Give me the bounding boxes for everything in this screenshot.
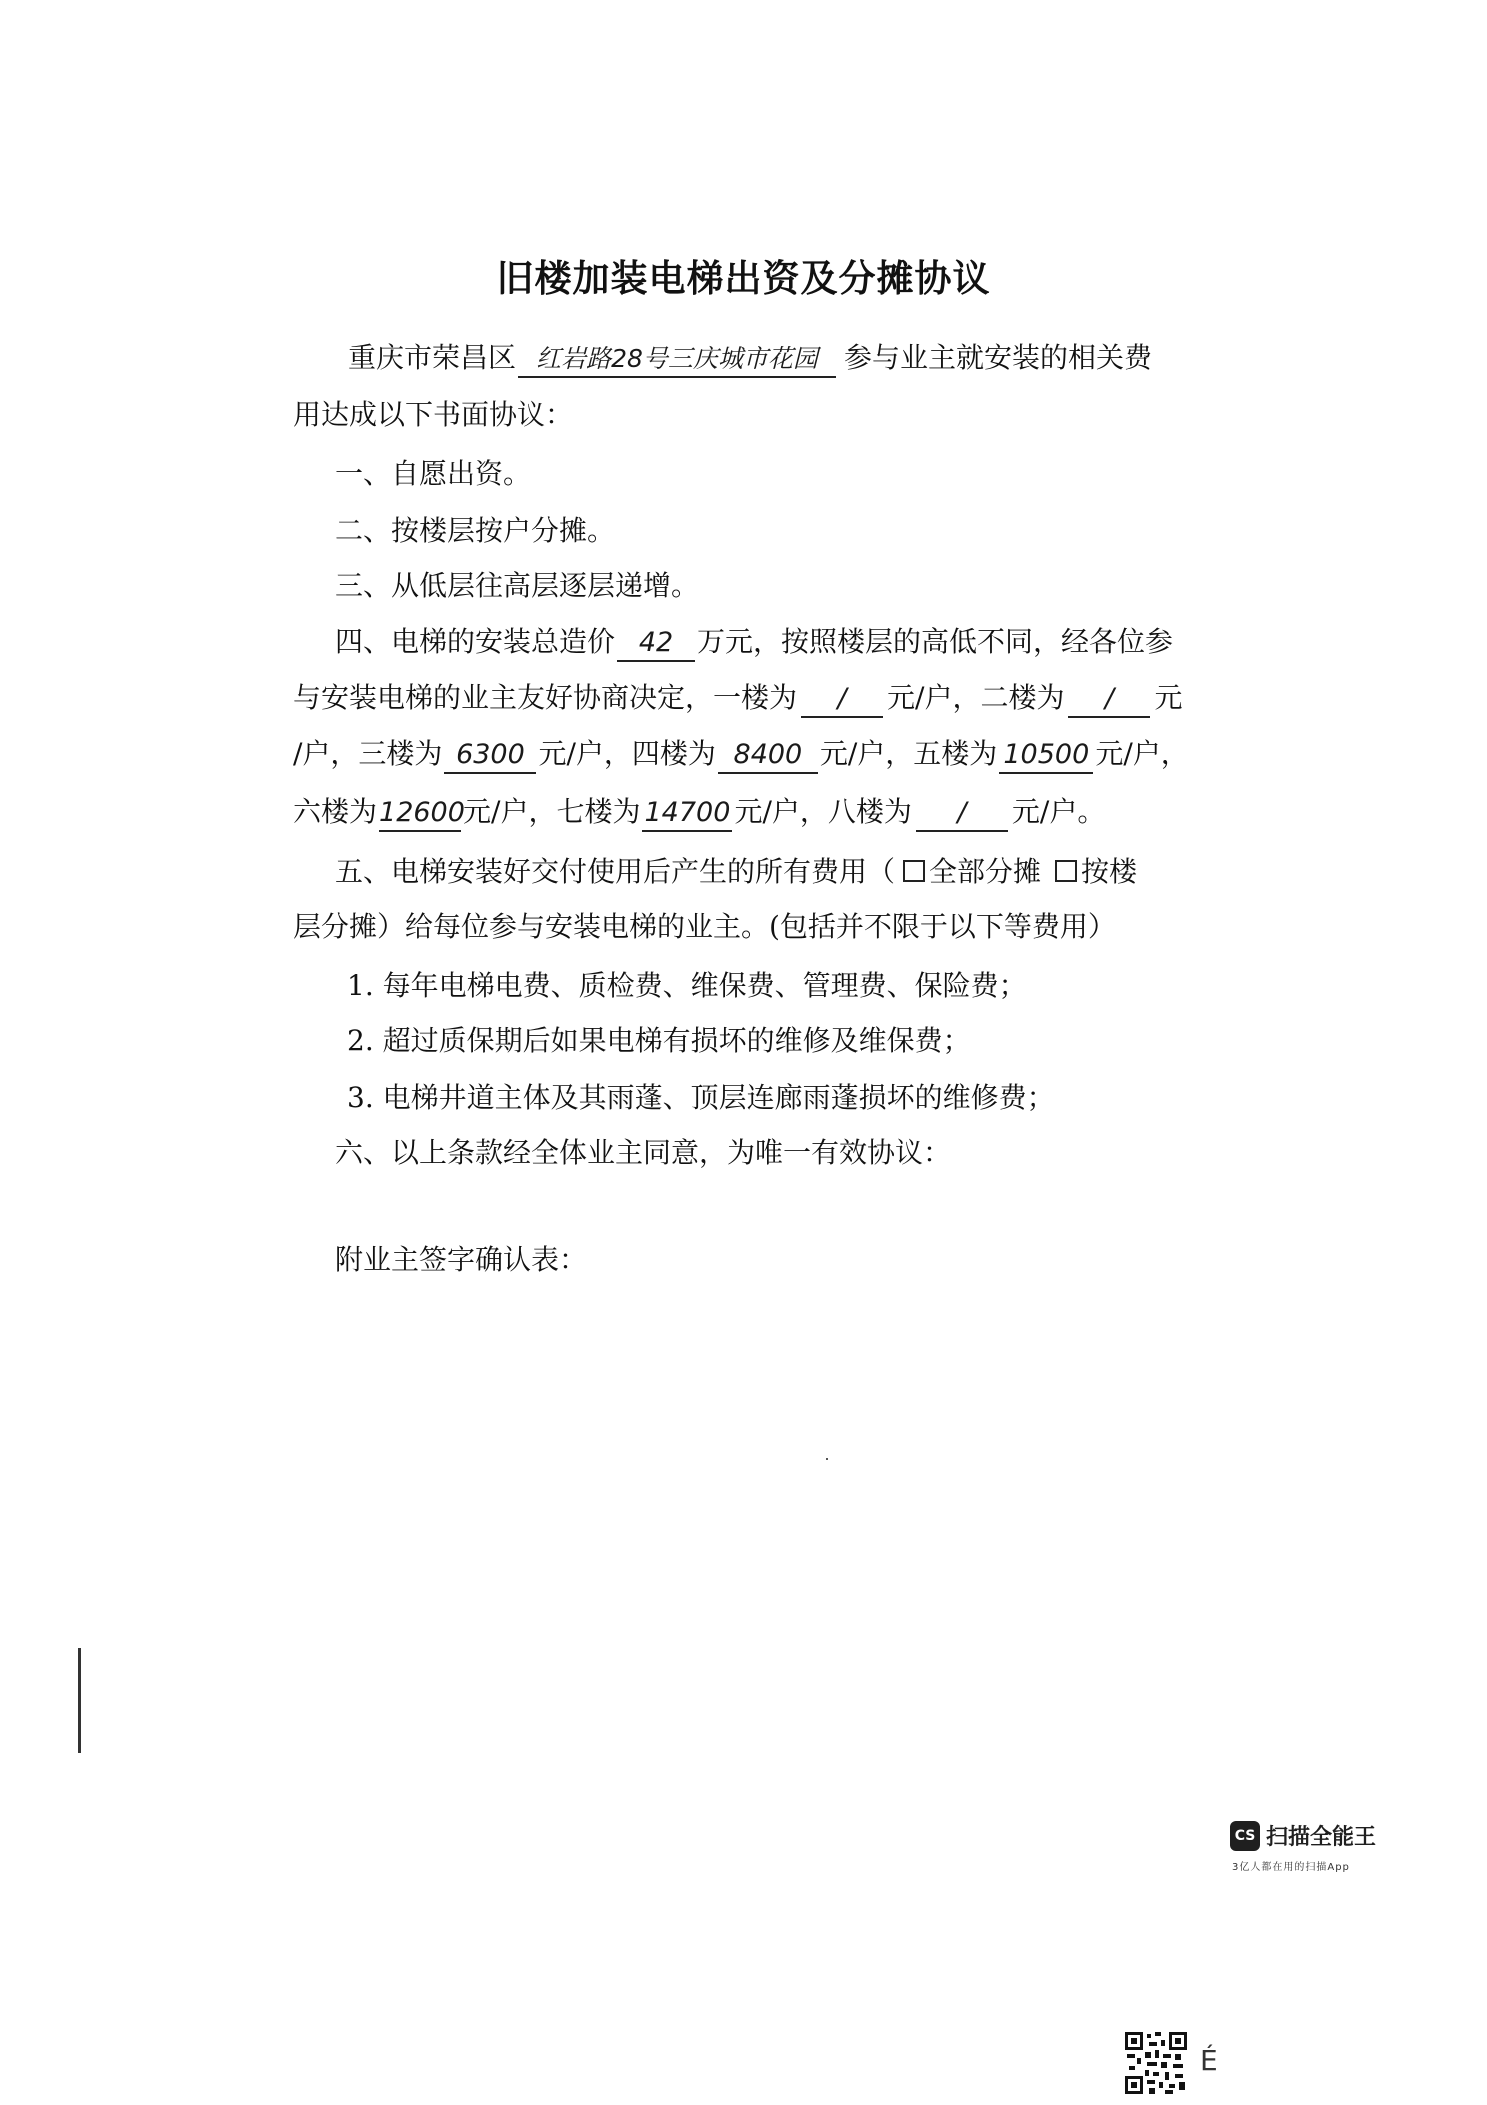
checkbox-floor-share[interactable]	[1055, 860, 1077, 882]
floor-8-fee: /	[916, 796, 1008, 832]
clause-1: 一、自愿出资。	[335, 457, 532, 490]
floor-2-fee: /	[1068, 682, 1150, 718]
attachment-note: 附业主签字确认表：	[335, 1243, 588, 1276]
floor-1-fee: /	[801, 682, 883, 718]
document-title: 旧楼加装电梯出资及分摊协议	[496, 256, 991, 300]
qr-side-mark: É	[1200, 2044, 1218, 2077]
clause-3: 三、从低层往高层逐层递增。	[335, 569, 700, 602]
clause-4-text-i: 元/户，	[1095, 737, 1189, 770]
clause-4-text-g: 元/户，四楼为	[538, 737, 716, 770]
floor-5-fee: 10500	[999, 738, 1093, 774]
floor-7-fee: 14700	[642, 796, 732, 832]
clause-4-line-4	[293, 792, 1105, 832]
option-full-share-label: 全部分摊	[929, 855, 1042, 888]
checkbox-full-share[interactable]	[903, 860, 925, 882]
intro-line-2: 用达成以下书面协议：	[293, 398, 574, 431]
option-floor-share-label: 按楼	[1081, 855, 1138, 888]
clause-2: 二、按楼层按户分摊。	[335, 514, 616, 547]
floor-6-fee: 12600	[379, 796, 461, 832]
clause-5-line-2: 层分摊）给每位参与安装电梯的业主。(包括并不限于以下等费用）	[293, 910, 1116, 943]
clause-4-text-c: 与安装电梯的业主友好协商决定，一楼为	[293, 681, 798, 714]
camscanner-tagline: 3亿人都在用的扫描App	[1232, 1862, 1350, 1873]
clause-4-text-a: 四、电梯的安装总造价	[335, 625, 616, 658]
clause-4-text-k: 元/户，七楼为	[463, 795, 641, 828]
clause-6: 六、以上条款经全体业主同意，为唯一有效协议：	[335, 1136, 952, 1169]
clause-5-line-1	[335, 852, 1137, 892]
clause-4-text-e: 元	[1154, 681, 1183, 714]
qr-code-icon	[1123, 2030, 1189, 2096]
floor-3-fee: 6300	[444, 738, 536, 774]
clause-5-text-a: 五、电梯安装好交付使用后产生的所有费用（	[335, 855, 896, 888]
clause-5-item-1: 1. 每年电梯电费、质检费、维保费、管理费、保险费；	[347, 969, 1027, 1002]
floor-4-fee: 8400	[718, 738, 818, 774]
intro-prefix: 重庆市荣昌区	[348, 341, 517, 374]
clause-5-item-3: 3. 电梯井道主体及其雨蓬、顶层连廊雨蓬损坏的维修费；	[347, 1081, 1055, 1114]
clause-4-text-d: 元/户，二楼为	[887, 681, 1065, 714]
clause-4-line-2	[293, 678, 1182, 718]
clause-4-text-f: /户，三楼为	[293, 737, 443, 770]
clause-4-text-m: 元/户。	[1011, 795, 1106, 828]
clause-5-item-2: 2. 超过质保期后如果电梯有损坏的维修及维保费；	[347, 1024, 971, 1057]
clause-4-text-b: 万元，按照楼层的高低不同，经各位参	[697, 625, 1174, 658]
margin-scan-line	[78, 1648, 81, 1753]
clause-4-line-1	[335, 622, 1173, 662]
camscanner-name: 扫描全能王	[1266, 1825, 1377, 1850]
clause-4-line-3	[293, 734, 1189, 774]
clause-4-text-h: 元/户，五楼为	[819, 737, 998, 770]
intro-line-1	[348, 338, 1152, 378]
clause-4-text-j: 六楼为	[293, 795, 378, 828]
intro-suffix: 参与业主就安装的相关费	[844, 341, 1153, 374]
camscanner-icon: CS	[1230, 1821, 1260, 1851]
handwritten-address: 红岩路28号三庆城市花园	[518, 342, 836, 378]
total-cost-value: 42	[617, 626, 695, 662]
scan-speck	[826, 1458, 828, 1460]
camscanner-logo	[1230, 1820, 1376, 1851]
clause-4-text-l: 元/户，八楼为	[734, 795, 912, 828]
